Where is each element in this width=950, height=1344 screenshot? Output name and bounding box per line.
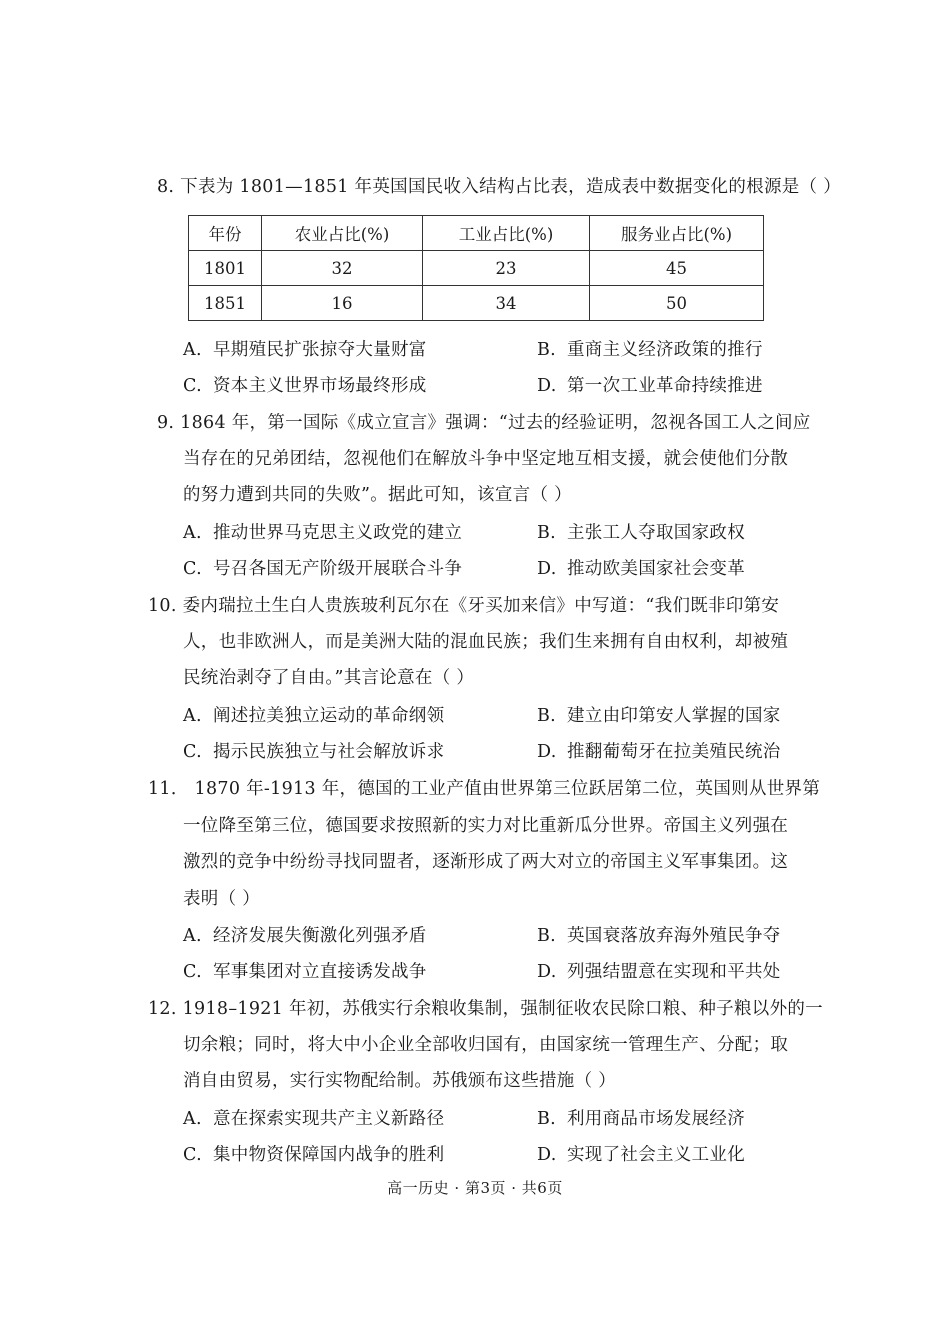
option-c[interactable] (183, 961, 427, 983)
option-text: 列强结盟意在实现和平共处 (567, 962, 781, 982)
option-text: 早期殖民扩张掠夺大量财富 (213, 340, 427, 360)
table-cell: 32 (262, 251, 423, 286)
table-row (189, 286, 764, 321)
option-text: 意在探索实现共产主义新路径 (213, 1109, 445, 1129)
option-text: 推动欧美国家社会变革 (567, 559, 745, 579)
option-text: 号召各国无产阶级开展联合斗争 (213, 559, 463, 579)
table-cell: 16 (262, 286, 423, 321)
question-11-line: 表明（ ） (183, 889, 261, 909)
option-c[interactable] (183, 558, 462, 580)
question-9-line: 当存在的兄弟团结，忽视他们在解放斗争中坚定地互相支援，就会使他们分散 (183, 449, 789, 469)
option-letter: B. (537, 523, 557, 543)
option-b[interactable] (537, 925, 781, 947)
option-letter: C. (183, 559, 202, 579)
option-text: 重商主义经济政策的推行 (567, 340, 763, 360)
question-8-stem: 8. 下表为 1801—1851 年英国国民收入结构占比表，造成表中数据变化的根源是（ ） (157, 177, 842, 197)
option-letter: D. (537, 742, 557, 762)
option-text: 推动世界马克思主义政党的建立 (213, 523, 463, 543)
table-header-row (189, 216, 764, 251)
option-text: 揭示民族独立与社会解放诉求 (213, 742, 445, 762)
option-c[interactable] (183, 741, 444, 763)
question-11-line: 一位降至第三位，德国要求按照新的实力对比重新瓜分世界。帝国主义列强在 (183, 816, 789, 836)
question-10-line: 人，也非欧洲人，而是美洲大陆的混血民族；我们生来拥有自由权利，却被殖 (183, 632, 789, 652)
option-text: 经济发展失衡激化列强矛盾 (213, 926, 427, 946)
option-text: 利用商品市场发展经济 (567, 1109, 745, 1129)
question-9-line: 9. 1864 年，第一国际《成立宣言》强调：“过去的经验证明，忽视各国工人之间应 (157, 413, 811, 433)
option-a[interactable] (183, 1108, 444, 1130)
option-c[interactable] (183, 375, 427, 397)
option-c[interactable] (183, 1144, 444, 1166)
option-letter: B. (537, 340, 557, 360)
question-11-line: 11． 1870 年-1913 年，德国的工业产值由世界第三位跃居第二位，英国则从世界第 (148, 779, 821, 799)
option-b[interactable] (537, 705, 781, 727)
option-letter: B. (537, 706, 557, 726)
option-letter: D. (537, 1145, 557, 1165)
option-text: 建立由印第安人掌握的国家 (567, 706, 781, 726)
option-text: 第一次工业革命持续推进 (567, 376, 763, 396)
option-letter: C. (183, 962, 202, 982)
option-letter: B. (537, 926, 557, 946)
option-a[interactable] (183, 925, 427, 947)
option-d[interactable] (537, 1144, 745, 1166)
option-d[interactable] (537, 558, 745, 580)
option-letter: A. (183, 340, 202, 360)
table-header-cell: 年份 (189, 216, 262, 251)
option-text: 集中物资保障国内战争的胜利 (213, 1145, 445, 1165)
option-a[interactable] (183, 522, 462, 544)
table-cell: 50 (590, 286, 764, 321)
question-12-line: 切余粮；同时，将大中小企业全部收归国有，由国家统一管理生产、分配；取 (183, 1035, 789, 1055)
table-header-cell: 服务业占比(%) (590, 216, 764, 251)
option-text: 军事集团对立直接诱发战争 (213, 962, 427, 982)
option-b[interactable] (537, 1108, 745, 1130)
option-text: 实现了社会主义工业化 (567, 1145, 745, 1165)
option-text: 资本主义世界市场最终形成 (213, 376, 427, 396)
option-d[interactable] (537, 741, 781, 763)
option-letter: D. (537, 376, 557, 396)
option-a[interactable] (183, 705, 444, 727)
table-cell: 1851 (189, 286, 262, 321)
option-d[interactable] (537, 375, 763, 397)
option-text: 主张工人夺取国家政权 (567, 523, 745, 543)
option-d[interactable] (537, 961, 781, 983)
option-text: 阐述拉美独立运动的革命纲领 (213, 706, 445, 726)
question-12-line: 12. 1918–1921 年初，苏俄实行余粮收集制，强制征收农民除口粮、种子粮以外的一 (148, 999, 823, 1019)
option-letter: C. (183, 742, 202, 762)
option-letter: A. (183, 706, 202, 726)
option-a[interactable] (183, 339, 427, 361)
question-12-line: 消自由贸易，实行实物配给制。苏俄颁布这些措施（ ） (183, 1071, 617, 1091)
option-letter: D. (537, 962, 557, 982)
option-text: 推翻葡萄牙在拉美殖民统治 (567, 742, 781, 762)
option-text: 英国衰落放弃海外殖民争夺 (567, 926, 781, 946)
table-cell: 23 (423, 251, 590, 286)
option-b[interactable] (537, 522, 745, 544)
table-cell: 34 (423, 286, 590, 321)
option-letter: A. (183, 1109, 202, 1129)
page-footer: 高一历史 · 第3页 · 共6页 (387, 1179, 563, 1197)
option-letter: A. (183, 523, 202, 543)
table-row (189, 251, 764, 286)
table-header-cell: 工业占比(%) (423, 216, 590, 251)
option-b[interactable] (537, 339, 763, 361)
table-cell: 45 (590, 251, 764, 286)
option-letter: B. (537, 1109, 557, 1129)
option-letter: C. (183, 1145, 202, 1165)
question-10-line: 民统治剥夺了自由。”其言论意在（ ） (183, 668, 475, 688)
option-letter: D. (537, 559, 557, 579)
question-9-line: 的努力遭到共同的失败”。据此可知，该宣言（ ） (183, 485, 572, 505)
question-11-line: 激烈的竞争中纷纷寻找同盟者，逐渐形成了两大对立的帝国主义军事集团。这 (183, 852, 789, 872)
option-letter: A. (183, 926, 202, 946)
question-10-line: 10. 委内瑞拉土生白人贵族玻利瓦尔在《牙买加来信》中写道：“我们既非印第安 (148, 596, 780, 616)
table-cell: 1801 (189, 251, 262, 286)
income-structure-table (188, 215, 764, 321)
table-header-cell: 农业占比(%) (262, 216, 423, 251)
option-letter: C. (183, 376, 202, 396)
